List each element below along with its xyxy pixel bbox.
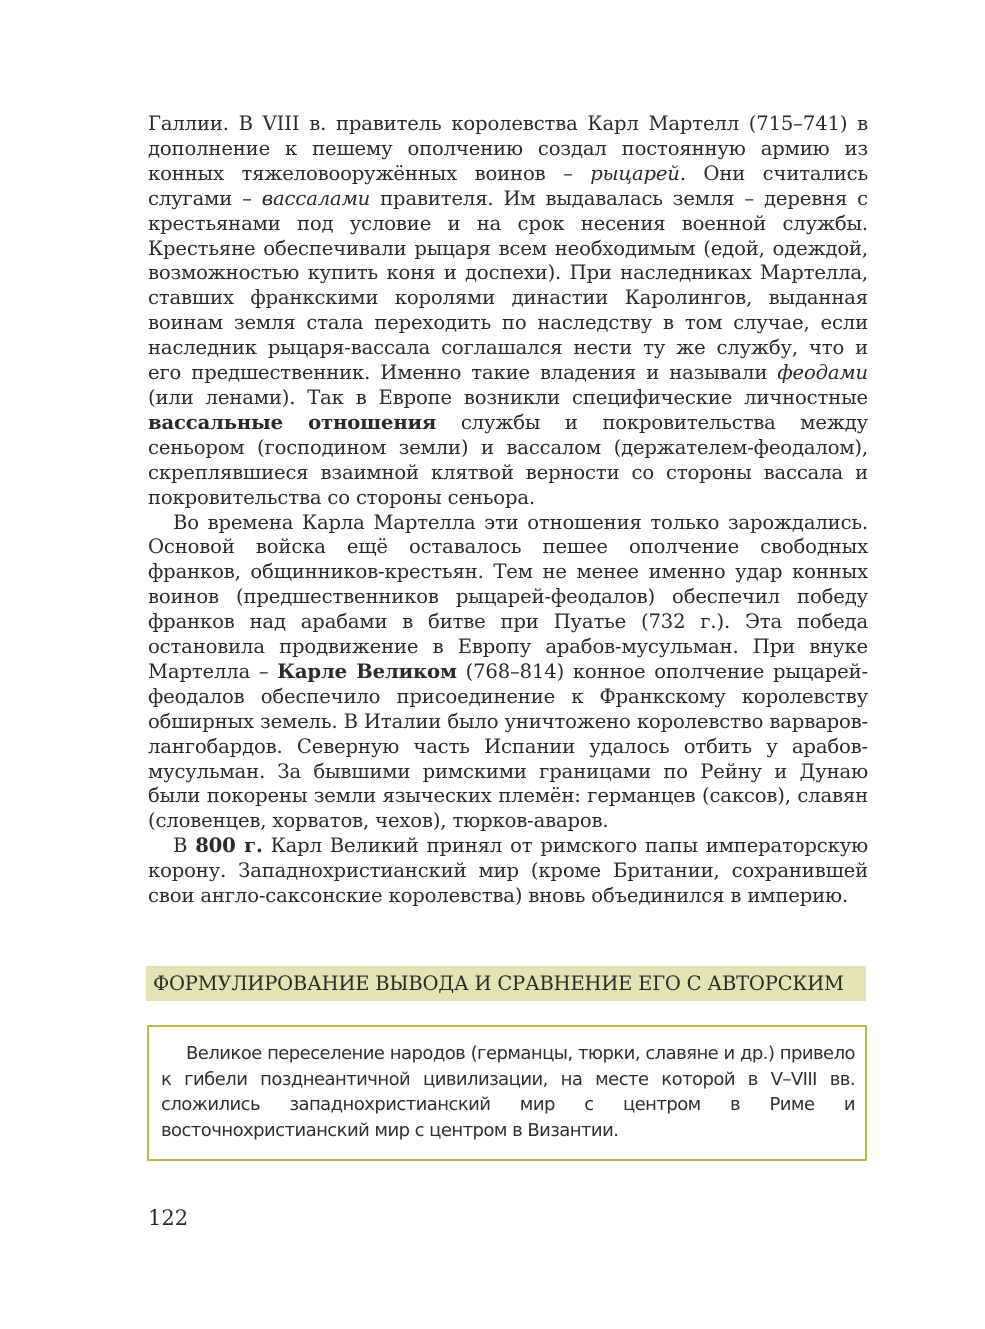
text-segment: службы и покровительства между сеньором (господином земли) и вассалом (держателем-феодалом), скреплявшиеся взаимной клятвой верности со стороны вассала и покровительства со стороны сеньора.	[148, 410, 868, 509]
page-number: 122	[148, 1206, 189, 1230]
main-text	[148, 112, 868, 909]
term-vassal-relations: вассальные отношения	[148, 410, 437, 434]
paragraph-1	[148, 112, 868, 511]
paragraph-3	[148, 834, 868, 909]
term-charlemagne: Карле Великом	[277, 659, 457, 683]
text-segment: Во времена Карла Мартелла эти отношения только зарождались. Основой войска ещё оставалось пешее ополчение свободных франков, общинников-крестьян. Тем не менее именно удар конных воинов (предшественников рыцарей-феодалов) обеспечил победу франков над арабами в битве при Пуатье (732 г.). Эта победа остановила продвижение в Европу арабов-мусульман. При внуке Мартелла –	[148, 510, 868, 683]
text-segment: правителя. Им выдавалась земля – деревня с крестьянами под условие и на срок несения военной службы. Крестьяне обеспечивали рыцаря всем необходимым (едой, одеждой, возможностью купить коня и доспехи). При наследниках Мартелла, ставших франкскими королями династии Каролингов, выданная воинам земля стала переходить по наследству в том случае, если наследник рыцаря-вассала соглашался нести ту же службу, что и его предшественник. Именно такие владения и называли	[148, 186, 869, 385]
text-segment: Галлии. В VIII в. правитель королевства Карл Мартелл (715–741) в дополнение к пешему ополчению создал постоянную армию из конных тяжеловооружённых воинов –	[148, 112, 868, 185]
text-segment: В	[173, 834, 196, 858]
term-vassals: вассалами	[261, 186, 371, 210]
text-segment: Они считались слугами –	[148, 161, 868, 210]
text-segment: (или ленами). Так в Европе возникли специфические личностные	[148, 385, 868, 409]
paragraph-2	[148, 511, 868, 835]
term-fiefs: феодами	[777, 361, 868, 385]
conclusion-text: Великое переселение народов (германцы, тюрки, славяне и др.) привело к гибели позднеантичной цивилизации, на месте которой в V–VIII вв. сложились западнохристианский мир с центром в Риме и восточнохристианский мир с центром в Византии.	[161, 1043, 855, 1141]
conclusion-box	[147, 1025, 867, 1161]
term-knights: рыцарей.	[590, 161, 686, 185]
date-800: 800 г.	[195, 834, 263, 858]
text-segment: (768–814) конное ополчение рыцарей-феодалов обеспечило присоединение к Франкскому королевству обширных земель. В Италии было уничтожено королевство варваров-лангобардов. Северную часть Испании удалось отбить у арабов-мусульман. За бывшими римскими границами по Рейну и Дунаю были покорены земли языческих племён: германцев (саксов), славян (словенцев, хорватов, чехов), тюрков-аваров.	[148, 659, 868, 833]
text-segment: Карл Великий принял от римского папы императорскую корону. Западнохристианский мир (кроме Британии, сохранившей свои англо-саксонские королевства) вновь объединился в империю.	[148, 834, 869, 908]
section-heading: ФОРМУЛИРОВАНИЕ ВЫВОДА И СРАВНЕНИЕ ЕГО С АВТОРСКИМ	[146, 966, 866, 1001]
